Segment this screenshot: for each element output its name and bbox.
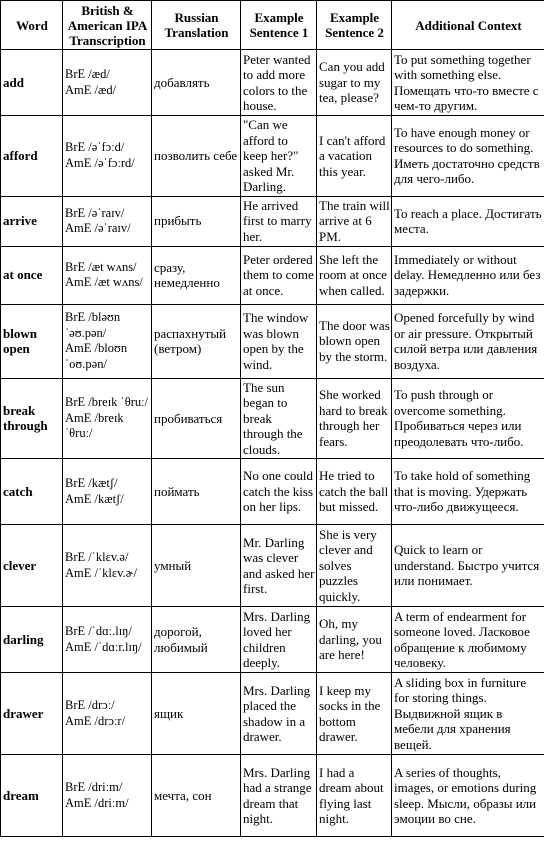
example-1-cell: "Can we afford to keep her?" asked Mr. Darling. [241, 116, 317, 197]
table-row [1, 246, 544, 304]
ipa-cell: BrE /driːm/ AmE /driːm/ [63, 755, 152, 837]
example-2-cell: She is very clever and solves puzzles quickly. [317, 525, 392, 607]
context-cell: To take hold of something that is moving. Удержать что-либо движущееся. [392, 459, 544, 525]
example-1-cell: The window was blown open by the wind. [241, 304, 317, 378]
example-2-cell: Can you add sugar to my tea, please? [317, 50, 392, 116]
russian-cell: позволить себе [152, 116, 241, 197]
russian-cell: ящик [152, 673, 241, 755]
example-2-cell: The door was blown open by the storm. [317, 304, 392, 378]
table-row [1, 196, 544, 246]
context-cell: A sliding box in furniture for storing things. Выдвижной ящик в мебели для хранения вещей. [392, 673, 544, 755]
context-cell: To put something together with something else. Помещать что-то вместе с чем-то другим. [392, 50, 544, 116]
example-1-cell: Peter wanted to add more colors to the house. [241, 50, 317, 116]
context-cell: A term of endearment for someone loved. Ласковое обращение к любимому человеку. [392, 607, 544, 673]
ipa-cell: BrE /əˈraɪv/ AmE /əˈraɪv/ [63, 196, 152, 246]
russian-cell: распахнутый (ветром) [152, 304, 241, 378]
russian-cell: добавлять [152, 50, 241, 116]
context-cell: To have enough money or resources to do something. Иметь достаточно средств для чего-либо. [392, 116, 544, 197]
ipa-cell: BrE /breɪk ˈθruː/ AmE /breɪk ˈθruː/ [63, 378, 152, 459]
context-cell: Opened forcefully by wind or air pressure. Открытый силой ветра или давления воздуха. [392, 304, 544, 378]
word-cell: clever [1, 525, 63, 607]
context-cell: To push through or overcome something. Пробиваться через или преодолевать что-либо. [392, 378, 544, 459]
context-cell: Immediately or without delay. Немедленно или без задержки. [392, 246, 544, 304]
table-row [1, 673, 544, 755]
table-row [1, 116, 544, 197]
ipa-cell: BrE /æt wʌns/ AmE /æt wʌns/ [63, 246, 152, 304]
header-example-1: Example Sentence 1 [241, 1, 317, 50]
russian-cell: прибыть [152, 196, 241, 246]
example-1-cell: Mrs. Darling loved her children deeply. [241, 607, 317, 673]
header-russian: Russian Translation [152, 1, 241, 50]
header-example-2: Example Sentence 2 [317, 1, 392, 50]
header-ipa: British & American IPA Transcription [63, 1, 152, 50]
example-1-cell: He arrived first to marry her. [241, 196, 317, 246]
example-1-cell: Peter ordered them to come at once. [241, 246, 317, 304]
russian-cell: умный [152, 525, 241, 607]
context-cell: Quick to learn or understand. Быстро учится или понимает. [392, 525, 544, 607]
example-2-cell: He tried to catch the ball but missed. [317, 459, 392, 525]
example-2-cell: She worked hard to break through her fears. [317, 378, 392, 459]
example-2-cell: Oh, my darling, you are here! [317, 607, 392, 673]
example-2-cell: I had a dream about flying last night. [317, 755, 392, 837]
example-2-cell: I keep my socks in the bottom drawer. [317, 673, 392, 755]
context-cell: To reach a place. Достигать места. [392, 196, 544, 246]
table-row [1, 607, 544, 673]
word-cell: at once [1, 246, 63, 304]
example-1-cell: The sun began to break through the clouds. [241, 378, 317, 459]
word-cell: break through [1, 378, 63, 459]
russian-cell: поймать [152, 459, 241, 525]
table-row [1, 459, 544, 525]
word-cell: add [1, 50, 63, 116]
example-1-cell: Mrs. Darling had a strange dream that night. [241, 755, 317, 837]
ipa-cell: BrE /ˈklɛv.ə/ AmE /ˈklɛv.ɚ/ [63, 525, 152, 607]
example-2-cell: I can't afford a vacation this year. [317, 116, 392, 197]
example-1-cell: Mrs. Darling placed the shadow in a drawer. [241, 673, 317, 755]
word-cell: blown open [1, 304, 63, 378]
table-header [1, 1, 544, 50]
example-2-cell: She left the room at once when called. [317, 246, 392, 304]
ipa-cell: BrE /æd/ AmE /æd/ [63, 50, 152, 116]
word-cell: afford [1, 116, 63, 197]
word-cell: drawer [1, 673, 63, 755]
ipa-cell: BrE /bləʊn ˈəʊ.pən/ AmE /bloʊn ˈoʊ.pən/ [63, 304, 152, 378]
example-1-cell: No one could catch the kiss on her lips. [241, 459, 317, 525]
russian-cell: сразу, немедленно [152, 246, 241, 304]
table-row [1, 525, 544, 607]
ipa-cell: BrE /kætʃ/ AmE /kætʃ/ [63, 459, 152, 525]
example-2-cell: The train will arrive at 6 PM. [317, 196, 392, 246]
word-cell: darling [1, 607, 63, 673]
header-word: Word [1, 1, 63, 50]
header-context: Additional Context [392, 1, 544, 50]
ipa-cell: BrE /əˈfɔːd/ AmE /əˈfɔːrd/ [63, 116, 152, 197]
russian-cell: дорогой, любимый [152, 607, 241, 673]
table-row [1, 50, 544, 116]
word-cell: dream [1, 755, 63, 837]
table-body [1, 50, 544, 837]
header-row [1, 1, 544, 50]
context-cell: A series of thoughts, images, or emotions during sleep. Мысли, образы или эмоции во сне. [392, 755, 544, 837]
table-row [1, 378, 544, 459]
word-cell: arrive [1, 196, 63, 246]
example-1-cell: Mr. Darling was clever and asked her first. [241, 525, 317, 607]
russian-cell: пробиваться [152, 378, 241, 459]
table-row [1, 755, 544, 837]
ipa-cell: BrE /drɔː/ AmE /drɔːr/ [63, 673, 152, 755]
table-row [1, 304, 544, 378]
word-cell: catch [1, 459, 63, 525]
ipa-cell: BrE /ˈdɑː.lɪŋ/ AmE /ˈdɑːr.lɪŋ/ [63, 607, 152, 673]
russian-cell: мечта, сон [152, 755, 241, 837]
